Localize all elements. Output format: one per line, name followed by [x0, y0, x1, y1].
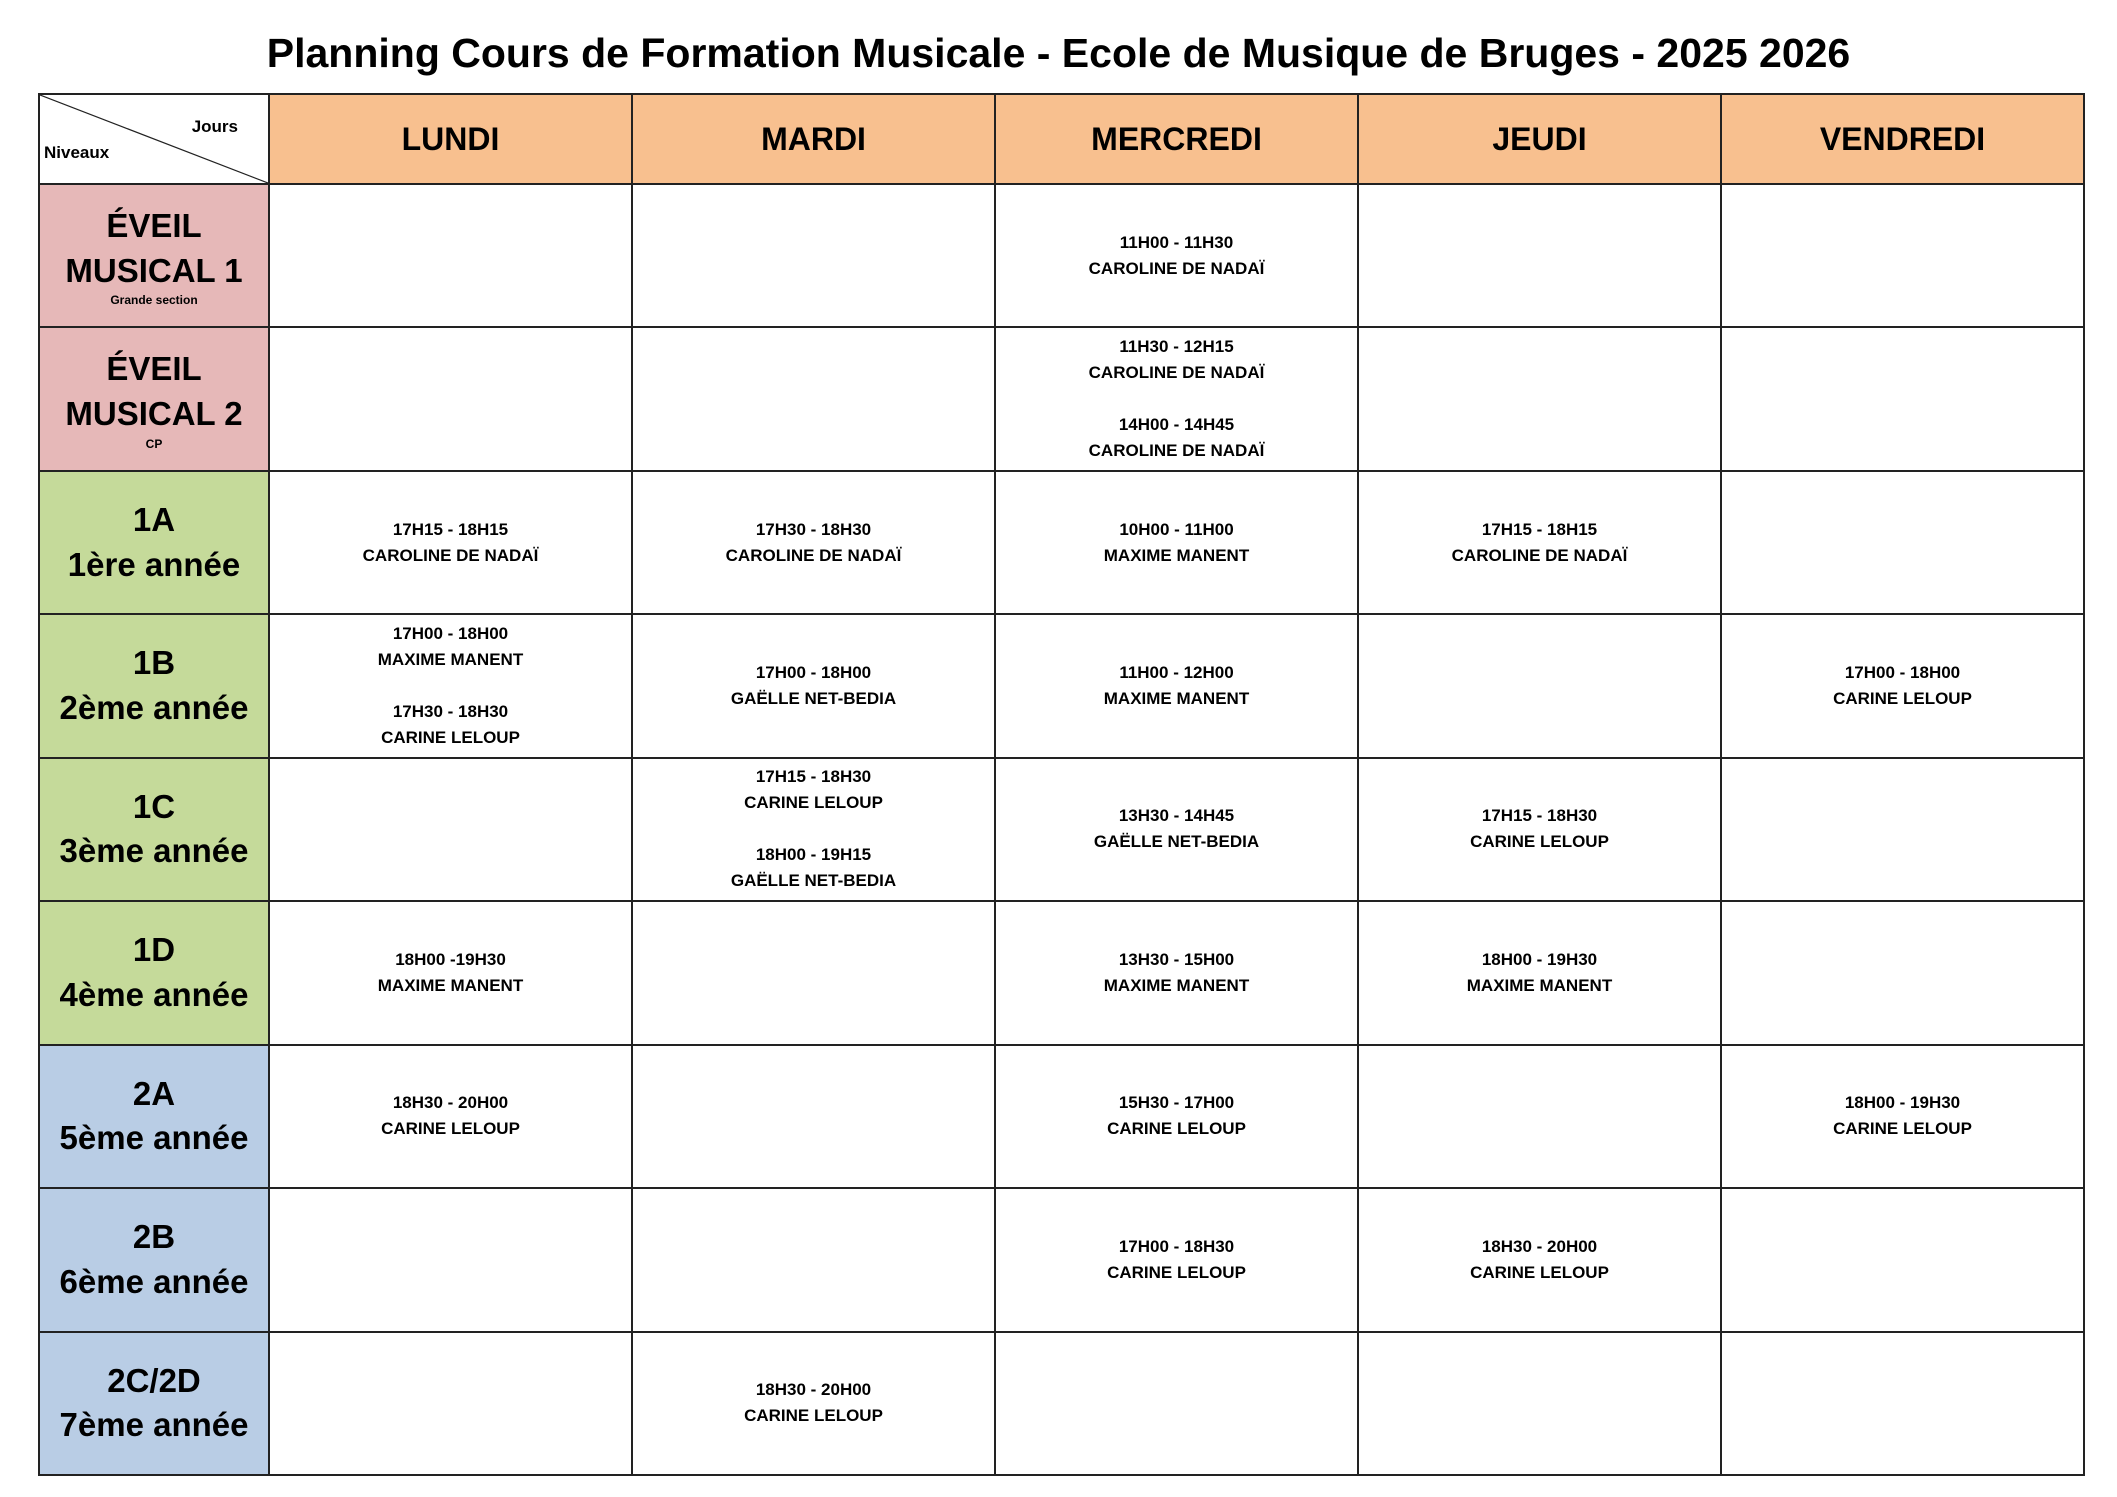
- level-row: [39, 1188, 2084, 1331]
- session: [996, 1234, 1357, 1286]
- slot-cell-mardi: [632, 1045, 995, 1188]
- slot-cell-lundi: [269, 1045, 632, 1188]
- level-code: 1D: [132, 931, 176, 969]
- corner-diagonal: [40, 95, 268, 183]
- level-name: MUSICAL 2: [65, 394, 243, 432]
- level-name: 7ème année: [59, 1406, 249, 1444]
- day-header-jeudi: JEUDI: [1358, 94, 1721, 184]
- day-header-mercredi: MERCREDI: [995, 94, 1358, 184]
- slot-cell-mardi: [632, 1188, 995, 1331]
- session-time: 17H00 - 18H00: [392, 624, 509, 644]
- session-time: 18H00 - 19H15: [755, 845, 872, 865]
- session-teacher: CARINE LELOUP: [381, 1119, 520, 1139]
- level-label-cell: [39, 614, 269, 757]
- slot-cell-lundi: [269, 1188, 632, 1331]
- session: [996, 1090, 1357, 1142]
- session-time: 17H15 - 18H30: [755, 767, 872, 787]
- slot-cell-vendredi: [1721, 184, 2084, 327]
- slot-cell-mercredi: [995, 1045, 1358, 1188]
- session: [633, 764, 994, 816]
- slot-cell-vendredi: [1721, 327, 2084, 470]
- schedule-body: [39, 184, 2084, 1475]
- slot-cell-jeudi: [1358, 1045, 1721, 1188]
- corner-days-label: Jours: [191, 117, 238, 136]
- session-time: 18H30 - 20H00: [755, 1380, 872, 1400]
- session-time: 18H00 - 19H30: [1481, 949, 1598, 969]
- slot-cell-jeudi: [1358, 184, 1721, 327]
- level-row: [39, 901, 2084, 1044]
- session: [633, 842, 994, 894]
- session: [1722, 1090, 2083, 1142]
- slot-cell-lundi: [269, 901, 632, 1044]
- slot-cell-mardi: [632, 327, 995, 470]
- level-row: [39, 1332, 2084, 1476]
- slot-cell-jeudi: [1358, 1188, 1721, 1331]
- session: [1359, 947, 1720, 999]
- session: [1722, 660, 2083, 712]
- session: [633, 517, 994, 569]
- slot-cell-vendredi: [1721, 1045, 2084, 1188]
- slot-cell-jeudi: [1358, 327, 1721, 470]
- session-teacher: CARINE LELOUP: [1833, 1119, 1972, 1139]
- slot-cell-lundi: [269, 184, 632, 327]
- level-code: 1B: [132, 644, 176, 682]
- slot-cell-mardi: [632, 901, 995, 1044]
- slot-cell-mardi: [632, 184, 995, 327]
- level-row: [39, 327, 2084, 470]
- slot-cell-mercredi: [995, 184, 1358, 327]
- level-row: [39, 471, 2084, 614]
- session-teacher: GAËLLE NET-BEDIA: [730, 689, 897, 709]
- slot-cell-jeudi: [1358, 614, 1721, 757]
- session-time: 17H00 - 18H00: [1844, 663, 1961, 683]
- session-time: 18H30 - 20H00: [1481, 1236, 1598, 1256]
- session-teacher: MAXIME MANENT: [377, 650, 524, 670]
- session-time: 11H00 - 11H30: [1119, 232, 1234, 252]
- session-teacher: MAXIME MANENT: [377, 975, 524, 995]
- session: [1359, 1234, 1720, 1286]
- session-teacher: CAROLINE DE NADAÏ: [1088, 441, 1265, 461]
- day-header-lundi: LUNDI: [269, 94, 632, 184]
- session-teacher: CARINE LELOUP: [1833, 689, 1972, 709]
- day-header-vendredi: VENDREDI: [1721, 94, 2084, 184]
- session-time: 17H15 - 18H15: [392, 519, 509, 539]
- session-teacher: CAROLINE DE NADAÏ: [1088, 258, 1265, 278]
- slot-cell-lundi: [269, 327, 632, 470]
- session-time: 13H30 - 14H45: [1118, 806, 1235, 826]
- session-time: 11H30 - 12H15: [1119, 337, 1234, 357]
- slot-cell-jeudi: [1358, 758, 1721, 901]
- slot-cell-mercredi: [995, 901, 1358, 1044]
- session-time: 18H00 - 19H30: [1844, 1093, 1961, 1113]
- session-teacher: CAROLINE DE NADAÏ: [725, 545, 902, 565]
- session: [996, 230, 1357, 282]
- corner-levels-label: Niveaux: [44, 143, 110, 162]
- session-teacher: MAXIME MANENT: [1103, 689, 1250, 709]
- session-teacher: CARINE LELOUP: [381, 728, 520, 748]
- session-time: 17H30 - 18H30: [392, 702, 509, 722]
- slot-cell-lundi: [269, 758, 632, 901]
- schedule-table: [38, 93, 2085, 1476]
- slot-cell-mercredi: [995, 614, 1358, 757]
- level-code: 1A: [132, 501, 176, 539]
- slot-cell-mercredi: [995, 1332, 1358, 1476]
- slot-cell-vendredi: [1721, 758, 2084, 901]
- slot-cell-mercredi: [995, 471, 1358, 614]
- session-time: 13H30 - 15H00: [1118, 949, 1235, 969]
- level-label-cell: [39, 1332, 269, 1476]
- level-label-cell: [39, 901, 269, 1044]
- level-code: ÉVEIL: [106, 206, 202, 244]
- session: [270, 621, 631, 673]
- session-time: 11H00 - 12H00: [1119, 663, 1234, 683]
- slot-cell-mardi: [632, 758, 995, 901]
- session-time: 18H00 -19H30: [395, 949, 506, 969]
- session: [996, 517, 1357, 569]
- header-row: [39, 94, 2084, 184]
- level-name: MUSICAL 1: [65, 251, 243, 289]
- level-label-cell: [39, 758, 269, 901]
- slot-cell-mercredi: [995, 327, 1358, 470]
- session-teacher: CARINE LELOUP: [1470, 832, 1609, 852]
- level-name: 3ème année: [59, 832, 249, 870]
- slot-cell-jeudi: [1358, 901, 1721, 1044]
- session: [270, 517, 631, 569]
- session-time: 17H15 - 18H15: [1481, 519, 1598, 539]
- session-teacher: CARINE LELOUP: [744, 793, 883, 813]
- level-code: 2B: [132, 1218, 176, 1256]
- level-name: 2ème année: [59, 689, 249, 727]
- session-teacher: MAXIME MANENT: [1466, 975, 1613, 995]
- session-time: 10H00 - 11H00: [1119, 519, 1234, 539]
- session: [270, 1090, 631, 1142]
- session: [996, 660, 1357, 712]
- session: [1359, 517, 1720, 569]
- slot-cell-lundi: [269, 1332, 632, 1476]
- level-code: 2C/2D: [107, 1361, 201, 1399]
- slot-cell-lundi: [269, 471, 632, 614]
- level-code: 1C: [132, 787, 176, 825]
- session-teacher: CAROLINE DE NADAÏ: [1088, 363, 1265, 383]
- slot-cell-lundi: [269, 614, 632, 757]
- session-time: 17H00 - 18H00: [755, 663, 872, 683]
- level-name: 6ème année: [59, 1262, 249, 1300]
- slot-cell-jeudi: [1358, 471, 1721, 614]
- session-teacher: MAXIME MANENT: [1103, 545, 1250, 565]
- slot-cell-vendredi: [1721, 471, 2084, 614]
- session-teacher: CARINE LELOUP: [1470, 1262, 1609, 1282]
- session: [996, 334, 1357, 386]
- session-time: 17H00 - 18H30: [1118, 1236, 1235, 1256]
- session-time: 14H00 - 14H45: [1118, 415, 1235, 435]
- session: [270, 699, 631, 751]
- slot-cell-mercredi: [995, 758, 1358, 901]
- level-row: [39, 1045, 2084, 1188]
- session-time: 18H30 - 20H00: [392, 1093, 509, 1113]
- level-label-cell: [39, 327, 269, 470]
- level-row: [39, 614, 2084, 757]
- session-teacher: CARINE LELOUP: [1107, 1262, 1246, 1282]
- level-name: 5ème année: [59, 1119, 249, 1157]
- level-name: 1ère année: [67, 545, 241, 583]
- session-teacher: CAROLINE DE NADAÏ: [362, 545, 539, 565]
- slot-cell-mardi: [632, 471, 995, 614]
- slot-cell-vendredi: [1721, 901, 2084, 1044]
- slot-cell-mercredi: [995, 1188, 1358, 1331]
- session: [996, 803, 1357, 855]
- session-time: 17H15 - 18H30: [1481, 806, 1598, 826]
- level-label-cell: [39, 184, 269, 327]
- day-header-mardi: MARDI: [632, 94, 995, 184]
- session: [1359, 803, 1720, 855]
- level-code: ÉVEIL: [106, 350, 202, 388]
- session: [270, 947, 631, 999]
- session-teacher: GAËLLE NET-BEDIA: [730, 871, 897, 891]
- slot-cell-vendredi: [1721, 1188, 2084, 1331]
- session-teacher: CAROLINE DE NADAÏ: [1451, 545, 1628, 565]
- level-subtitle: CP: [145, 436, 163, 451]
- slot-cell-vendredi: [1721, 1332, 2084, 1476]
- level-label-cell: [39, 1045, 269, 1188]
- session-teacher: MAXIME MANENT: [1103, 975, 1250, 995]
- slot-cell-jeudi: [1358, 1332, 1721, 1476]
- session: [633, 660, 994, 712]
- page-title: Planning Cours de Formation Musicale - Ecole de Musique de Bruges - 2025 2026: [266, 30, 1851, 76]
- session-time: 17H30 - 18H30: [755, 519, 872, 539]
- session-teacher: CARINE LELOUP: [1107, 1119, 1246, 1139]
- level-code: 2A: [132, 1074, 176, 1112]
- session: [996, 412, 1357, 464]
- level-subtitle: Grande section: [110, 293, 198, 308]
- level-name: 4ème année: [59, 975, 249, 1013]
- slot-cell-mardi: [632, 614, 995, 757]
- session-teacher: GAËLLE NET-BEDIA: [1093, 832, 1260, 852]
- level-row: [39, 758, 2084, 901]
- session-time: 15H30 - 17H00: [1118, 1093, 1235, 1113]
- level-label-cell: [39, 1188, 269, 1331]
- session: [996, 947, 1357, 999]
- level-label-cell: [39, 471, 269, 614]
- session-teacher: CARINE LELOUP: [744, 1406, 883, 1426]
- session: [633, 1377, 994, 1429]
- slot-cell-mardi: [632, 1332, 995, 1476]
- slot-cell-vendredi: [1721, 614, 2084, 757]
- level-row: [39, 184, 2084, 327]
- corner-cell: [39, 94, 269, 184]
